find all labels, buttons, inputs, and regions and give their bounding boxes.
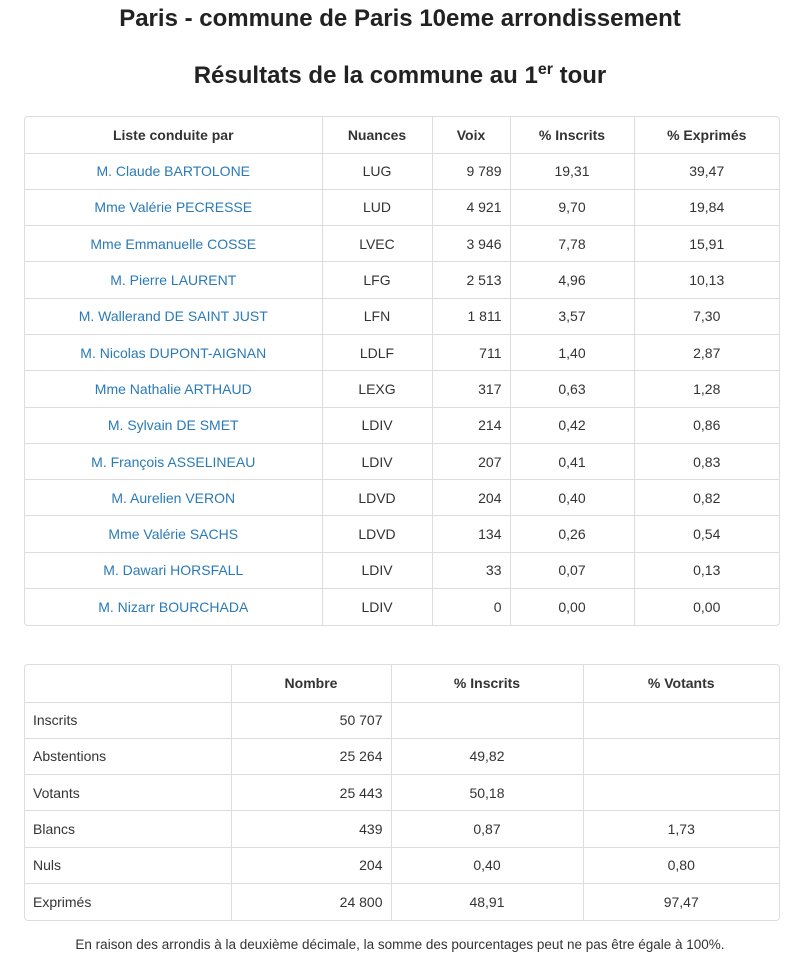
table-row (25, 153, 779, 189)
subtitle-prefix: Résultats de la commune au 1 (193, 62, 538, 89)
stat-label-cell: Nuls (25, 847, 231, 883)
table-row (25, 262, 779, 298)
stat-pct-inscrits-cell: 49,82 (391, 738, 583, 774)
stat-pct-inscrits-cell: 48,91 (391, 883, 583, 919)
stat-pct-inscrits-cell: 0,87 (391, 811, 583, 847)
nuance-cell: LFN (322, 298, 432, 334)
col-liste: Liste conduite par (25, 117, 322, 153)
candidate-cell (25, 153, 322, 189)
pct-votants-cell: 97,47 (663, 893, 699, 910)
table-row (25, 443, 779, 479)
table-row (25, 883, 779, 919)
pct-inscrits-cell: 0,42 (510, 407, 634, 443)
candidate-cell (25, 226, 322, 262)
stat-pct-inscrits-cell: 50,18 (391, 775, 583, 811)
pct-inscrits-cell: 0,63 (510, 371, 634, 407)
voix-cell: 207 (432, 443, 510, 479)
candidate-cell (25, 516, 322, 552)
candidate-cell (25, 334, 322, 370)
candidate-link[interactable]: M. Claude BARTOLONE (96, 163, 251, 180)
pct-votants-cell (583, 738, 779, 774)
voix-cell: 1 811 (432, 298, 510, 334)
results-table (24, 116, 780, 626)
col-voix: Voix (432, 117, 510, 153)
pct-inscrits-cell: 19,31 (510, 153, 634, 189)
table-row (25, 738, 779, 774)
pct-votants-cell: 0,80 (583, 847, 779, 883)
candidate-link[interactable]: Mme Valérie PECRESSE (94, 199, 253, 216)
pct-exprimes-cell: 7,30 (634, 298, 779, 334)
table-row (25, 226, 779, 262)
candidate-cell (25, 407, 322, 443)
stats-table (24, 664, 780, 921)
pct-votants-cell (583, 702, 779, 738)
stat-label-cell: Blancs (25, 811, 231, 847)
pct-inscrits-cell: 0,07 (510, 552, 634, 588)
voix-cell: 33 (432, 552, 510, 588)
candidate-link[interactable]: M. Sylvain DE SMET (107, 417, 239, 434)
candidate-link[interactable]: Mme Nathalie ARTHAUD (94, 380, 252, 397)
nombre-cell: 25 443 (231, 775, 391, 811)
candidate-link[interactable]: M. Nizarr BOURCHADA (98, 598, 249, 615)
pct-exprimes-cell: 10,13 (634, 262, 779, 298)
candidate-cell (25, 443, 322, 479)
stats-header-row (25, 665, 779, 702)
nuance-cell: LEXG (322, 371, 432, 407)
table-row (25, 298, 779, 334)
stat-label-cell: Exprimés (25, 883, 231, 919)
table-row (25, 847, 779, 883)
candidate-link[interactable]: Mme Emmanuelle COSSE (90, 235, 257, 252)
nuance-cell: LVEC (322, 226, 432, 262)
pct-votants-cell (583, 775, 779, 811)
pct-exprimes-cell: 1,28 (634, 371, 779, 407)
nuance-cell: LDIV (322, 552, 432, 588)
nombre-cell: 204 (231, 847, 391, 883)
candidate-cell (25, 480, 322, 516)
voix-cell: 711 (432, 334, 510, 370)
page-title: Paris - commune de Paris 10eme arrondissement (119, 5, 681, 32)
subtitle-suffix: tour (552, 62, 607, 89)
pct-inscrits-cell: 4,96 (510, 262, 634, 298)
table-row (25, 589, 779, 625)
table-row (25, 552, 779, 588)
nuance-cell: LDIV (322, 407, 432, 443)
col-nuances: Nuances (322, 117, 432, 153)
pct-exprimes-cell: 15,91 (634, 226, 779, 262)
nuance-cell: LUG (322, 153, 432, 189)
pct-inscrits-cell: 0,40 (510, 480, 634, 516)
nombre-cell: 50 707 (231, 702, 391, 738)
table-row (25, 775, 779, 811)
pct-inscrits-cell: 7,78 (510, 226, 634, 262)
pct-exprimes-cell: 39,47 (634, 153, 779, 189)
stat-label-cell: Votants (25, 775, 231, 811)
nombre-cell: 439 (231, 811, 391, 847)
candidate-link[interactable]: M. Aurelien VERON (111, 489, 236, 506)
table-row (25, 516, 779, 552)
voix-cell: 134 (432, 516, 510, 552)
pct-votants-cell: 1,73 (583, 811, 779, 847)
candidate-cell (25, 552, 322, 588)
col-stat-pct-inscrits: % Inscrits (391, 665, 583, 702)
results-header-row (25, 117, 779, 153)
stat-label-cell: Inscrits (25, 702, 231, 738)
pct-exprimes-cell: 0,82 (634, 480, 779, 516)
pct-inscrits-cell: 1,40 (510, 334, 634, 370)
pct-exprimes-cell: 0,83 (634, 443, 779, 479)
pct-exprimes-cell: 0,54 (634, 516, 779, 552)
stat-pct-inscrits-cell (391, 702, 583, 738)
nuance-cell: LFG (322, 262, 432, 298)
table-row (25, 407, 779, 443)
voix-cell: 2 513 (432, 262, 510, 298)
voix-cell: 0 (432, 589, 510, 625)
nombre-cell: 24 800 (231, 883, 391, 919)
nuance-cell: LUD (322, 189, 432, 225)
voix-cell: 4 921 (432, 189, 510, 225)
candidate-link[interactable]: M. Pierre LAURENT (110, 272, 237, 289)
nuance-cell: LDIV (322, 443, 432, 479)
nombre-cell: 25 264 (231, 738, 391, 774)
stat-pct-inscrits-cell: 0,40 (391, 847, 583, 883)
pct-exprimes-cell: 19,84 (634, 189, 779, 225)
page-subtitle (0, 61, 800, 91)
candidate-link[interactable]: M. Dawari HORSFALL (103, 562, 244, 579)
candidate-link[interactable]: M. Wallerand DE SAINT JUST (78, 308, 268, 325)
voix-cell: 214 (432, 407, 510, 443)
voix-cell: 317 (432, 371, 510, 407)
pct-inscrits-cell: 9,70 (510, 189, 634, 225)
col-pct-exprimes: % Exprimés (634, 117, 779, 153)
pct-exprimes-cell: 2,87 (634, 334, 779, 370)
pct-exprimes-cell: 0,86 (634, 407, 779, 443)
table-row (25, 480, 779, 516)
candidate-cell (25, 262, 322, 298)
candidate-cell (25, 371, 322, 407)
table-row (25, 702, 779, 738)
nuance-cell: LDLF (322, 334, 432, 370)
table-row (25, 189, 779, 225)
table-row (25, 811, 779, 847)
pct-inscrits-cell: 0,00 (510, 589, 634, 625)
col-stat-label (25, 665, 231, 702)
nuance-cell: LDVD (322, 516, 432, 552)
voix-cell: 204 (432, 480, 510, 516)
stat-label-cell: Abstentions (25, 738, 231, 774)
candidate-link[interactable]: Mme Valérie SACHS (108, 526, 239, 543)
voix-cell: 3 946 (432, 226, 510, 262)
pct-exprimes-cell: 0,00 (693, 598, 721, 615)
col-nombre: Nombre (231, 665, 391, 702)
col-pct-votants: % Votants (583, 665, 779, 702)
footnote: En raison des arrondis à la deuxième décimale, la somme des pourcentages peut ne pas être égale à 100%. (75, 937, 725, 952)
candidate-cell (25, 589, 322, 625)
nuance-cell: LDVD (322, 480, 432, 516)
col-pct-inscrits: % Inscrits (510, 117, 634, 153)
nuance-cell: LDIV (322, 589, 432, 625)
voix-cell: 9 789 (432, 153, 510, 189)
candidate-link[interactable]: M. François ASSELINEAU (91, 453, 256, 470)
table-row (25, 334, 779, 370)
subtitle-superscript: er (537, 61, 553, 78)
candidate-cell (25, 298, 322, 334)
candidate-cell (25, 189, 322, 225)
pct-inscrits-cell: 0,26 (510, 516, 634, 552)
pct-inscrits-cell: 3,57 (510, 298, 634, 334)
candidate-link[interactable]: M. Nicolas DUPONT-AIGNAN (80, 344, 267, 361)
pct-inscrits-cell: 0,41 (510, 443, 634, 479)
pct-exprimes-cell: 0,13 (634, 552, 779, 588)
table-row (25, 371, 779, 407)
